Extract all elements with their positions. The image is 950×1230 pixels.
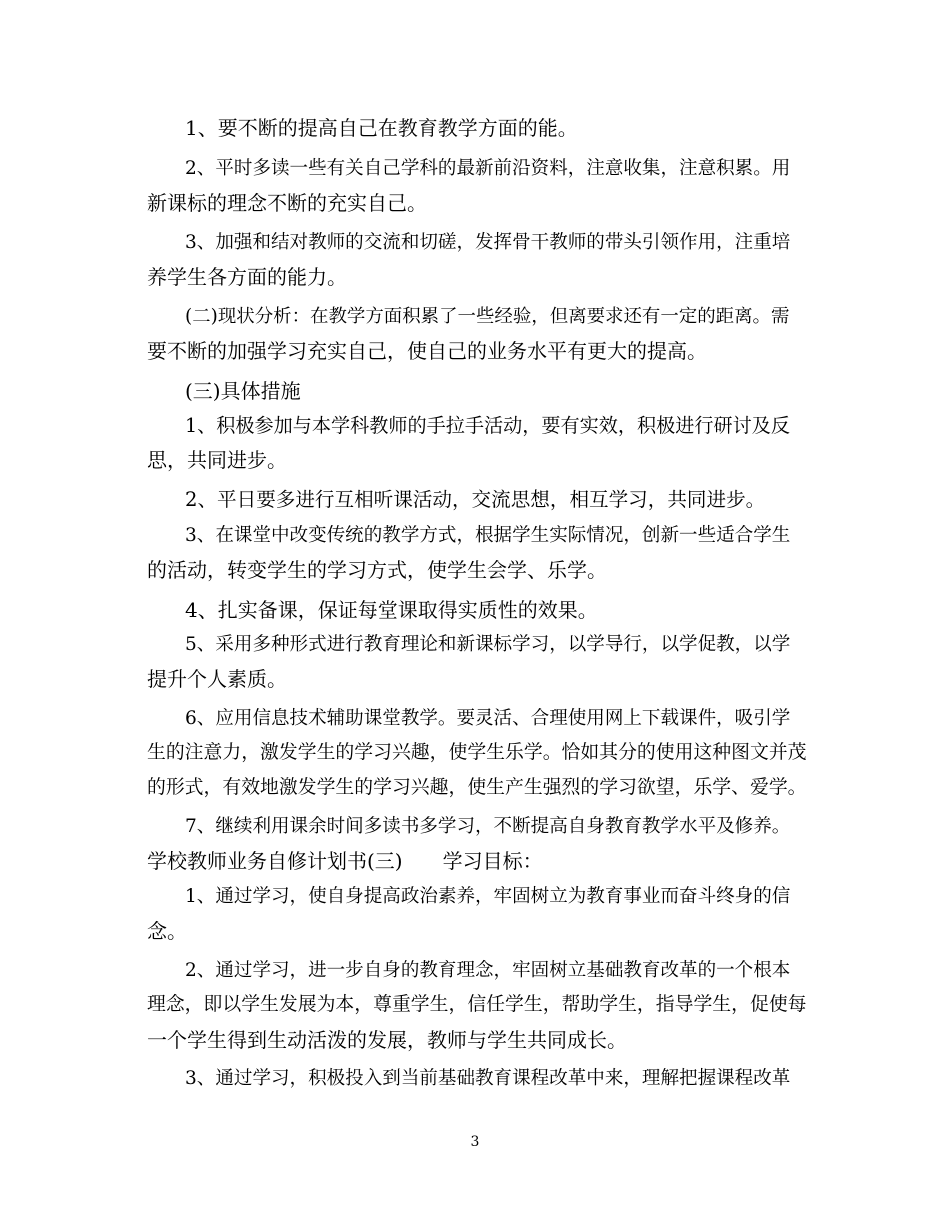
text-line: 的活动，转变学生的学习方式，使学生会学、乐学。 <box>147 558 607 582</box>
text-line: 1、通过学习，使自身提高政治素养，牢固树立为教育事业而奋斗终身的信 <box>185 886 790 907</box>
text-line: 3、加强和结对教师的交流和切磋，发挥骨干教师的带头引领作用，注重培 <box>185 232 790 253</box>
text-line: 2、通过学习，进一步自身的教育理念，牢固树立基础教育改革的一个根本 <box>185 960 790 981</box>
text-line: 1、积极参加与本学科教师的手拉手活动，要有实效，积极进行研讨及反 <box>185 414 790 437</box>
text-line: 1、要不断的提高自己在教育教学方面的能。 <box>185 116 578 140</box>
text-line: 5、采用多种形式进行教育理论和新课标学习，以学导行，以学促教，以学 <box>185 634 790 655</box>
text-line: 提升个人素质。 <box>147 667 287 691</box>
text-line: 思，共同进步。 <box>147 448 287 472</box>
text-line: 理念，即以学生发展为本，尊重学生，信任学生，帮助学生，指导学生，促使每 <box>147 994 807 1015</box>
text-line: 3、通过学习，积极投入到当前基础教育课程改革中来，理解把握课程改革 <box>185 1068 790 1089</box>
text-line: 7、继续利用课余时间多读书多学习，不断提高自身教育教学水平及修养。 <box>185 816 790 837</box>
page-number: 3 <box>470 1134 480 1150</box>
text-line: 生的注意力，激发学生的学习兴趣，使学生乐学。恰如其分的使用这种图文并茂 <box>147 742 807 763</box>
text-line: 2、平时多读一些有关自己学科的最新前沿资料，注意收集，注意积累。用 <box>185 158 790 179</box>
text-line: 一个学生得到生动活泼的发展，教师与学生共同成长。 <box>147 1028 627 1052</box>
text-line: 新课标的理念不断的充实自己。 <box>147 191 427 215</box>
section-heading: 学校教师业务自修计划书(三) 学习目标： <box>147 849 543 873</box>
text-line: 6、应用信息技术辅助课堂教学。要灵活、合理使用网上下载课件，吸引学 <box>185 708 790 729</box>
text-line: (二)现状分析：在教学方面积累了一些经验，但离要求还有一定的距离。需 <box>185 306 790 327</box>
text-line: 3、在课堂中改变传统的教学方式，根据学生实际情况，创新一些适合学生 <box>185 525 790 546</box>
text-line: 养学生各方面的能力。 <box>147 265 347 289</box>
section-heading: (三)具体措施 <box>185 379 301 403</box>
text-line: 要不断的加强学习充实自己，使自己的业务水平有更大的提高。 <box>147 339 707 363</box>
text-line: 的形式，有效地激发学生的学习兴趣，使生产生强烈的学习欲望，乐学、爱学。 <box>147 777 807 798</box>
text-line: 4、扎实备课，保证每堂课取得实质性的效果。 <box>185 598 598 622</box>
text-line: 念。 <box>147 919 187 943</box>
text-line: 2、平日要多进行互相听课活动，交流思想，相互学习，共同进步。 <box>185 488 765 511</box>
